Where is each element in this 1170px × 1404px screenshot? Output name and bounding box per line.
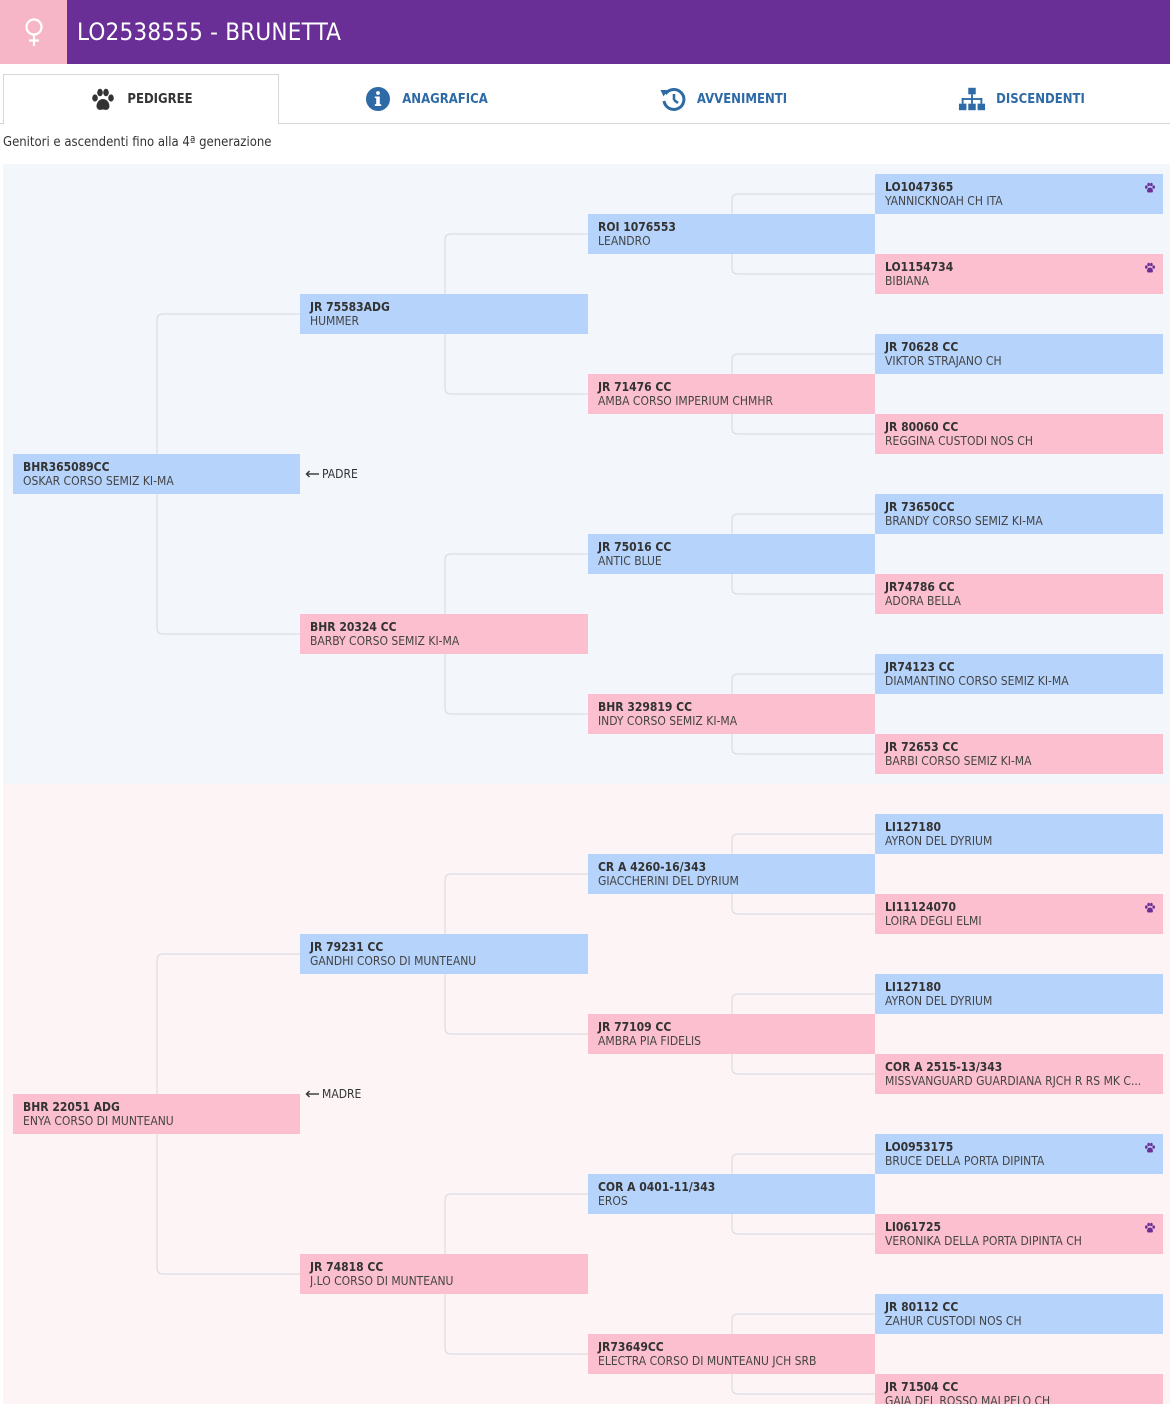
node-dog-name: VIKTOR STRAJANO CH: [885, 354, 1002, 368]
node-reg-number: COR A 0401-11/343: [598, 1180, 716, 1194]
pedigree-node-gen3-4[interactable]: [588, 854, 875, 894]
node-reg-number: JR 80112 CC: [885, 1300, 959, 1314]
tab-discendenti-label: DISCENDENTI: [996, 91, 1085, 107]
pedigree-node-gen4-1[interactable]: [875, 254, 1163, 294]
pedigree-node-gen4-9[interactable]: [875, 894, 1163, 934]
node-dog-name: BRUCE DELLA PORTA DIPINTA: [885, 1154, 1045, 1168]
node-dog-name: ENYA CORSO DI MUNTEANU: [23, 1114, 174, 1128]
node-reg-number: COR A 2515-13/343: [885, 1060, 1003, 1074]
pedigree-node-gen4-2[interactable]: [875, 334, 1163, 374]
node-dog-name: ZAHUR CUSTODI NOS CH: [885, 1314, 1022, 1328]
node-reg-number: JR73649CC: [598, 1340, 664, 1354]
page-title: LO2538555 - BRUNETTA: [77, 18, 342, 46]
node-dog-name: MISSVANGUARD GUARDIANA RJCH R RS MK C...: [885, 1074, 1142, 1088]
pedigree-node-gen3-3[interactable]: [588, 694, 875, 734]
node-reg-number: JR 72653 CC: [885, 740, 959, 754]
pedigree-node-gen4-8[interactable]: [875, 814, 1163, 854]
node-reg-number: JR 71476 CC: [598, 380, 672, 394]
pedigree-node-gen4-5[interactable]: [875, 574, 1163, 614]
pedigree-node-gen3-2[interactable]: [588, 534, 875, 574]
node-dog-name: AYRON DEL DYRIUM: [885, 994, 993, 1008]
sire-label: [305, 466, 358, 482]
node-reg-number: BHR 22051 ADG: [23, 1100, 120, 1114]
node-reg-number: JR 80060 CC: [885, 420, 959, 434]
tab-avvenimenti-label: AVVENIMENTI: [696, 91, 788, 107]
paw-icon[interactable]: [1144, 1139, 1156, 1151]
node-dog-name: VERONIKA DELLA PORTA DIPINTA CH: [885, 1234, 1082, 1248]
node-reg-number: JR 75583ADG: [310, 300, 390, 314]
tab-anagrafica-label: ANAGRAFICA: [402, 91, 488, 107]
pedigree-node-gen3-0[interactable]: [588, 214, 875, 254]
node-reg-number: BHR365089CC: [23, 460, 110, 474]
node-dog-name: BARBY CORSO SEMIZ KI-MA: [310, 634, 460, 648]
section-subtitle: Genitori e ascendenti fino alla 4ª generazione: [3, 135, 272, 150]
node-reg-number: LO0953175: [885, 1140, 954, 1154]
node-reg-number: JR 77109 CC: [598, 1020, 672, 1034]
pedigree-node-gen4-4[interactable]: [875, 494, 1163, 534]
paw-icon[interactable]: [1144, 1219, 1156, 1231]
node-reg-number: BHR 20324 CC: [310, 620, 397, 634]
arrow-left-icon: [305, 1090, 319, 1098]
paw-icon[interactable]: [1144, 179, 1156, 191]
pedigree-node-gen2-0[interactable]: [300, 294, 588, 334]
pedigree-node-gen3-5[interactable]: [588, 1014, 875, 1054]
node-reg-number: CR A 4260-16/343: [598, 860, 707, 874]
node-dog-name: ADORA BELLA: [885, 594, 961, 608]
sire-label-text: PADRE: [322, 467, 358, 481]
node-dog-name: AMBA CORSO IMPERIUM CHMHR: [598, 394, 773, 408]
paw-icon[interactable]: [1144, 899, 1156, 911]
node-reg-number: LI061725: [885, 1220, 941, 1234]
pedigree-node-gen2-1[interactable]: [300, 614, 588, 654]
pedigree-node-gen4-3[interactable]: [875, 414, 1163, 454]
node-dog-name: GAIA DEL ROSSO MALPELO CH: [885, 1394, 1051, 1404]
node-dog-name: LOIRA DEGLI ELMI: [885, 914, 982, 928]
pedigree-node-gen3-1[interactable]: [588, 374, 875, 414]
node-reg-number: JR 75016 CC: [598, 540, 672, 554]
node-reg-number: JR 79231 CC: [310, 940, 384, 954]
pedigree-node-gen4-14[interactable]: [875, 1294, 1163, 1334]
node-dog-name: BRANDY CORSO SEMIZ KI-MA: [885, 514, 1043, 528]
node-dog-name: GIACCHERINI DEL DYRIUM: [598, 874, 739, 888]
pedigree-node-gen4-6[interactable]: [875, 654, 1163, 694]
node-reg-number: ROI 1076553: [598, 220, 676, 234]
node-reg-number: LI127180: [885, 980, 941, 994]
node-dog-name: ANTIC BLUE: [598, 554, 662, 568]
node-dog-name: LEANDRO: [598, 234, 651, 248]
pedigree-node-gen4-7[interactable]: [875, 734, 1163, 774]
arrow-left-icon: [305, 470, 319, 478]
dam-label: [305, 1086, 361, 1102]
node-reg-number: JR 73650CC: [885, 500, 955, 514]
node-dog-name: OSKAR CORSO SEMIZ KI-MA: [23, 474, 174, 488]
node-dog-name: HUMMER: [310, 314, 359, 328]
node-dog-name: BARBI CORSO SEMIZ KI-MA: [885, 754, 1032, 768]
node-dog-name: ELECTRA CORSO DI MUNTEANU JCH SRB: [598, 1354, 817, 1368]
node-reg-number: LO1047365: [885, 180, 954, 194]
tab-pedigree-label: PEDIGREE: [127, 92, 193, 107]
node-reg-number: JR 70628 CC: [885, 340, 959, 354]
node-dog-name: EROS: [598, 1194, 628, 1208]
node-dog-name: REGGINA CUSTODI NOS CH: [885, 434, 1033, 448]
pedigree-node-gen2-3[interactable]: [300, 1254, 588, 1294]
pedigree-node-gen4-12[interactable]: [875, 1134, 1163, 1174]
pedigree-node-gen4-13[interactable]: [875, 1214, 1163, 1254]
pedigree-node-gen2-2[interactable]: [300, 934, 588, 974]
node-dog-name: AMBRA PIA FIDELIS: [598, 1034, 702, 1048]
node-reg-number: JR74123 CC: [885, 660, 955, 674]
pedigree-node-gen4-10[interactable]: [875, 974, 1163, 1014]
pedigree-node-gen3-7[interactable]: [588, 1334, 875, 1374]
node-reg-number: JR74786 CC: [885, 580, 955, 594]
pedigree-node-gen1-1[interactable]: [13, 1094, 300, 1134]
pedigree-node-gen1-0[interactable]: [13, 454, 300, 494]
node-dog-name: INDY CORSO SEMIZ KI-MA: [598, 714, 738, 728]
node-reg-number: JR 71504 CC: [885, 1380, 959, 1394]
node-dog-name: AYRON DEL DYRIUM: [885, 834, 993, 848]
pedigree-node-gen4-0[interactable]: [875, 174, 1163, 214]
pedigree-node-gen4-15[interactable]: [875, 1374, 1163, 1404]
node-dog-name: BIBIANA: [885, 274, 930, 288]
dam-label-text: MADRE: [322, 1087, 362, 1101]
node-dog-name: DIAMANTINO CORSO SEMIZ KI-MA: [885, 674, 1069, 688]
node-reg-number: LI11124070: [885, 900, 956, 914]
pedigree-node-gen3-6[interactable]: [588, 1174, 875, 1214]
node-dog-name: GANDHI CORSO DI MUNTEANU: [310, 954, 477, 968]
node-reg-number: LI127180: [885, 820, 941, 834]
node-reg-number: BHR 329819 CC: [598, 700, 693, 714]
node-dog-name: J.LO CORSO DI MUNTEANU: [310, 1274, 454, 1288]
node-reg-number: JR 74818 CC: [310, 1260, 384, 1274]
node-reg-number: LO1154734: [885, 260, 954, 274]
node-dog-name: YANNICKNOAH CH ITA: [885, 194, 1003, 208]
pedigree-node-gen4-11[interactable]: [875, 1054, 1163, 1094]
paw-icon[interactable]: [1144, 259, 1156, 271]
